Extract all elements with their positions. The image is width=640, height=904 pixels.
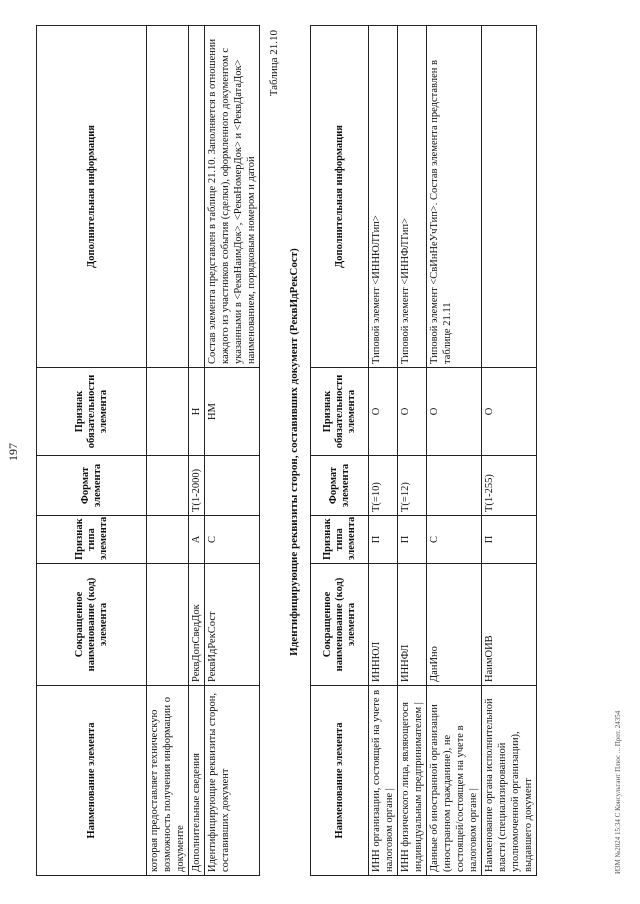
cell-name: которая предоставляет техническую возможность получения информации о документе	[147, 686, 189, 876]
cell-info: Типовой элемент <ИННЮЛТип>	[369, 26, 398, 368]
table-row	[398, 26, 427, 876]
table-header-row	[311, 26, 369, 876]
cell-format	[147, 456, 189, 516]
table-number: Таблица 21.10	[268, 30, 280, 97]
cell-type: С	[427, 516, 482, 564]
header-format: Формат элемента	[311, 456, 369, 516]
table-row	[482, 26, 537, 876]
table-row	[205, 26, 260, 876]
cell-name: Идентифицирующие реквизиты сторон, составивших документ	[205, 686, 260, 876]
cell-info	[189, 26, 205, 368]
cell-info	[147, 26, 189, 368]
cell-short: РеквДопСведДок	[189, 564, 205, 686]
cell-info: Состав элемента представлен в таблице 21.10. Заполняется в отношении каждого из участников события (сделки), оформленного документом с указанными в <РеквНаимДок>, <РеквНомерДок> и <РеквДатаДок> наименованием, порядковым номером и датой	[205, 26, 260, 368]
elements-table-21-10	[310, 25, 537, 876]
header-type: Признак типа элемента	[311, 516, 369, 564]
cell-type: П	[398, 516, 427, 564]
cell-name: ИНН организации, состоящей на учете в налоговом органе |	[369, 686, 398, 876]
cell-short: НаимОИВ	[482, 564, 537, 686]
cell-format: T(=10)	[369, 456, 398, 516]
cell-type: А	[189, 516, 205, 564]
cell-format: T(1-2000)	[189, 456, 205, 516]
cell-type: П	[482, 516, 537, 564]
cell-format	[205, 456, 260, 516]
table-row	[427, 26, 482, 876]
table-row	[147, 26, 189, 876]
table-row	[369, 26, 398, 876]
cell-name: Наименование органа исполнительной власти (специализированной уполномоченной организации), выдавшего документ	[482, 686, 537, 876]
cell-short: ИННЮЛ	[369, 564, 398, 686]
header-req: Признак обязательности элемента	[37, 368, 147, 456]
cell-short	[147, 564, 189, 686]
cell-req: О	[482, 368, 537, 456]
cell-type: С	[205, 516, 260, 564]
cell-name: Данные об иностранной организации (иностранном гражданине), не состоящей/состоящем на учете в налоговом органе |	[427, 686, 482, 876]
footer-stamp: ИЗМ №2024 15:34 С Консультант Плюс ... Прот. 24354	[614, 710, 622, 874]
cell-req	[147, 368, 189, 456]
header-name: Наименование элемента	[311, 686, 369, 876]
cell-type	[147, 516, 189, 564]
cell-format: T(=12)	[398, 456, 427, 516]
cell-req: О	[369, 368, 398, 456]
cell-format: T(1-255)	[482, 456, 537, 516]
header-short: Сокращенное наименование (код) элемента	[311, 564, 369, 686]
cell-info	[482, 26, 537, 368]
header-info: Дополнительная информация	[311, 26, 369, 368]
cell-name: Дополнительные сведения	[189, 686, 205, 876]
table-header-row	[37, 26, 147, 876]
cell-format	[427, 456, 482, 516]
cell-info: Типовой элемент <СвИнНеУчТип>. Состав элемента представлен в таблице 21.11	[427, 26, 482, 368]
cell-short: РеквИдРекСост	[205, 564, 260, 686]
header-info: Дополнительная информация	[37, 26, 147, 368]
cell-name: ИНН физического лица, являющегося индивидуальным предпринимателем |	[398, 686, 427, 876]
cell-type: П	[369, 516, 398, 564]
elements-table-continued	[36, 25, 260, 876]
table-row	[189, 26, 205, 876]
cell-short: ДанИно	[427, 564, 482, 686]
cell-req: Н	[189, 368, 205, 456]
header-name: Наименование элемента	[37, 686, 147, 876]
header-req: Признак обязательности элемента	[311, 368, 369, 456]
cell-req: О	[427, 368, 482, 456]
cell-info: Типовой элемент <ИННФЛТип>	[398, 26, 427, 368]
header-short: Сокращенное наименование (код) элемента	[37, 564, 147, 686]
header-type: Признак типа элемента	[37, 516, 147, 564]
page-number: 197	[6, 443, 20, 461]
cell-short: ИННФЛ	[398, 564, 427, 686]
cell-req: О	[398, 368, 427, 456]
header-format: Формат элемента	[37, 456, 147, 516]
cell-req: НМ	[205, 368, 260, 456]
table-title: Идентифицирующие реквизиты сторон, составивших документ (РеквИдРекСост)	[288, 248, 300, 656]
